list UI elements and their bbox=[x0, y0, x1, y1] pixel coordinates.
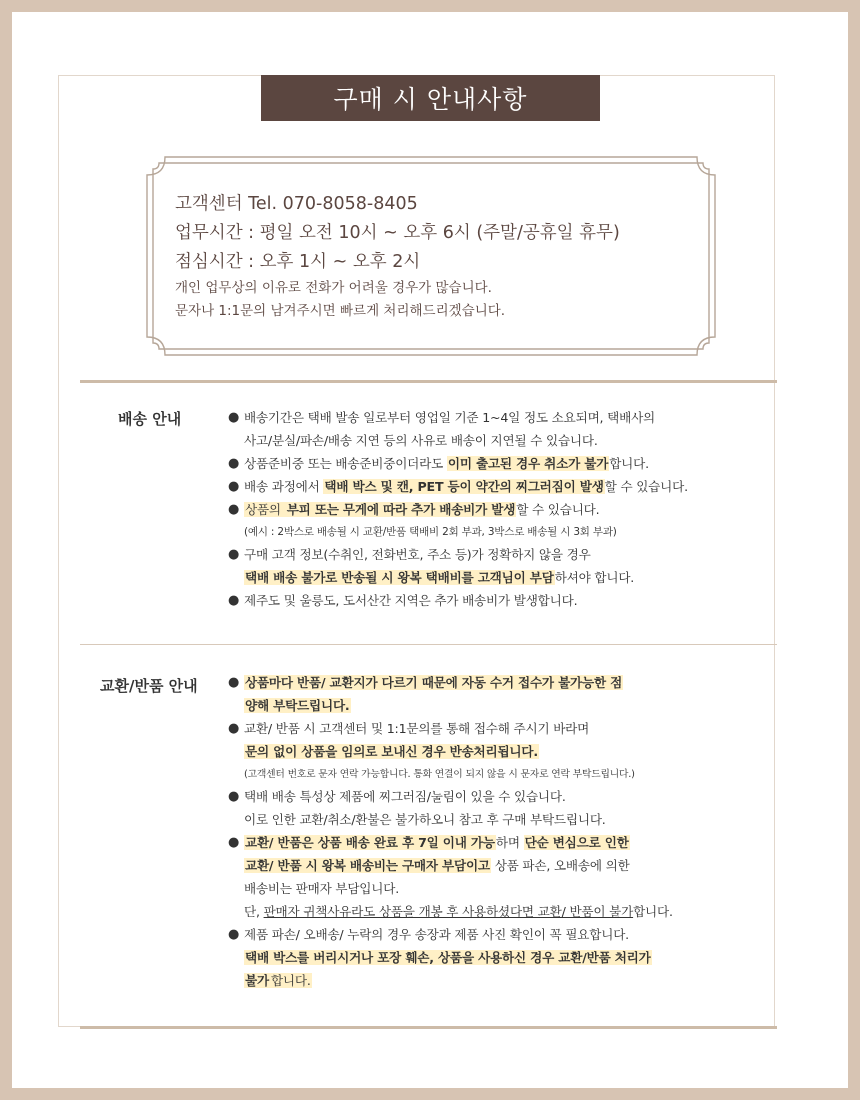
bullet-icon: ● bbox=[228, 593, 240, 608]
list-item-continued: 택배 배송 불가로 반송될 시 왕복 택배비를 고객님이 부담하셔야 합니다. bbox=[245, 570, 635, 585]
bullet-icon: ● bbox=[228, 927, 240, 942]
list-item: ● 택배 배송 특성상 제품에 찌그러짐/눌림이 있을 수 있습니다. bbox=[228, 785, 773, 808]
bullet-icon: ● bbox=[228, 502, 240, 517]
list-item: ● 교환/ 반품은 상품 배송 완료 후 7일 이내 가능하며 단순 변심으로 인한 bbox=[228, 831, 773, 854]
section-divider-top bbox=[80, 380, 777, 383]
bullet-icon: ● bbox=[228, 721, 240, 736]
exchange-list bbox=[228, 671, 773, 992]
contact-hours: 업무시간 : 평일 오전 10시 ~ 오후 6시 (주말/공휴일 휴무) bbox=[175, 223, 620, 243]
list-item-continued bbox=[228, 740, 773, 763]
exchange-section-title: 교환/반품 안내 bbox=[100, 677, 198, 695]
bullet-icon: ● bbox=[228, 456, 240, 471]
section-divider-bottom bbox=[80, 1026, 777, 1029]
list-item: ● 상품준비중 또는 배송준비중이더라도 이미 출고된 경우 취소가 불가합니다. bbox=[228, 452, 773, 475]
list-item-example: (예시 : 2박스로 배송될 시 교환/반품 택배비 2회 부과, 3박스로 배송될 시 3회 부과) bbox=[244, 526, 617, 538]
list-item: ● 상품의 부피 또는 무게에 따라 추가 배송비가 발생할 수 있습니다. bbox=[228, 498, 773, 521]
highlight-text: 교환/ 반품 시 왕복 배송비는 구매자 부담이고 bbox=[245, 858, 490, 873]
contact-note-2: 문자나 1:1문의 남겨주시면 빠르게 처리해드리겠습니다. bbox=[175, 303, 506, 319]
highlight-text: 양해 부탁드립니다. bbox=[245, 698, 350, 713]
list-item-continued: 사고/분실/파손/배송 지연 등의 사유로 배송이 지연될 수 있습니다. bbox=[244, 433, 598, 448]
list-item-continued: 배송비는 판매자 부담입니다. bbox=[244, 881, 399, 896]
highlight-text: 부피 또는 무게에 따라 추가 배송비가 발생 bbox=[286, 502, 516, 517]
section-divider-middle bbox=[80, 644, 777, 645]
bullet-icon: ● bbox=[228, 789, 240, 804]
contact-phone: 고객센터 Tel. 070-8058-8405 bbox=[175, 194, 418, 214]
list-item-note: (고객센터 번호로 문자 연락 가능합니다. 통화 연결이 되지 않을 시 문자로 연락 부탁드립니다.) bbox=[244, 769, 635, 780]
contact-note-1: 개인 업무상의 이유로 전화가 어려울 경우가 많습니다. bbox=[175, 280, 492, 296]
list-item-continued: 이로 인한 교환/취소/환불은 불가하오니 참고 후 구매 부탁드립니다. bbox=[244, 812, 606, 827]
highlight-text: 불가 bbox=[245, 973, 269, 988]
highlight-text: 문의 없이 상품을 임의로 보내신 경우 반송처리됩니다. bbox=[245, 744, 538, 759]
list-item: ● 제품 파손/ 오배송/ 누락의 경우 송장과 제품 사진 확인이 꼭 필요합니다. bbox=[228, 923, 773, 946]
highlight-text: 택배 박스 및 캔, PET 등이 약간의 찌그러짐이 발생 bbox=[324, 479, 604, 494]
list-item-continued bbox=[228, 946, 773, 969]
list-item: ● 배송기간은 택배 발송 일로부터 영업일 기준 1~4일 정도 소요되며, 택배사의 bbox=[228, 406, 773, 429]
shipping-section-title: 배송 안내 bbox=[118, 410, 182, 428]
highlight-text: 상품마다 반품/ 교환지가 다르기 때문에 자동 수거 접수가 불가능한 점 bbox=[245, 675, 623, 690]
list-item bbox=[228, 671, 773, 694]
highlight-text: 교환/ 반품은 상품 배송 완료 후 7일 이내 가능 bbox=[245, 835, 495, 850]
highlight-text: 택배 박스를 버리시거나 포장 훼손, 상품을 사용하신 경우 교환/반품 처리가 bbox=[245, 950, 651, 965]
highlight-text: 택배 배송 불가로 반송될 시 왕복 택배비를 고객님이 부담 bbox=[245, 570, 554, 585]
bullet-icon: ● bbox=[228, 410, 240, 425]
underlined-text: 판매자 귀책사유라도 상품을 개봉 후 사용하셨다면 교환/ 반품이 불가 bbox=[263, 904, 634, 919]
contact-info bbox=[175, 190, 715, 323]
list-item: ● 배송 과정에서 택배 박스 및 캔, PET 등이 약간의 찌그러짐이 발생할 수 있습니다. bbox=[228, 475, 773, 498]
highlight-text: 이미 출고된 경우 취소가 불가 bbox=[447, 456, 609, 471]
bullet-icon: ● bbox=[228, 675, 240, 690]
bullet-icon: ● bbox=[228, 547, 240, 562]
list-item-continued: 단, 판매자 귀책사유라도 상품을 개봉 후 사용하셨다면 교환/ 반품이 불가합니다. bbox=[244, 904, 673, 919]
list-item: ● 제주도 및 울릉도, 도서산간 지역은 추가 배송비가 발생합니다. bbox=[228, 589, 773, 612]
list-item: ● 교환/ 반품 시 고객센터 및 1:1문의를 통해 접수해 주시기 바라며 bbox=[228, 717, 773, 740]
page-title: 구매 시 안내사항 bbox=[261, 75, 600, 121]
list-item-continued: 교환/ 반품 시 왕복 배송비는 구매자 부담이고 상품 파손, 오배송에 의한 bbox=[245, 858, 630, 873]
list-item-continued bbox=[228, 694, 773, 717]
bullet-icon: ● bbox=[228, 479, 240, 494]
contact-lunch: 점심시간 : 오후 1시 ~ 오후 2시 bbox=[175, 252, 421, 272]
highlight-text: 단순 변심으로 인한 bbox=[524, 835, 629, 850]
list-item: ● 구매 고객 정보(수취인, 전화번호, 주소 등)가 정확하지 않을 경우 bbox=[228, 543, 773, 566]
bullet-icon: ● bbox=[228, 835, 240, 850]
list-item-continued: 불가 합니다. bbox=[245, 973, 311, 988]
shipping-list bbox=[228, 406, 773, 612]
